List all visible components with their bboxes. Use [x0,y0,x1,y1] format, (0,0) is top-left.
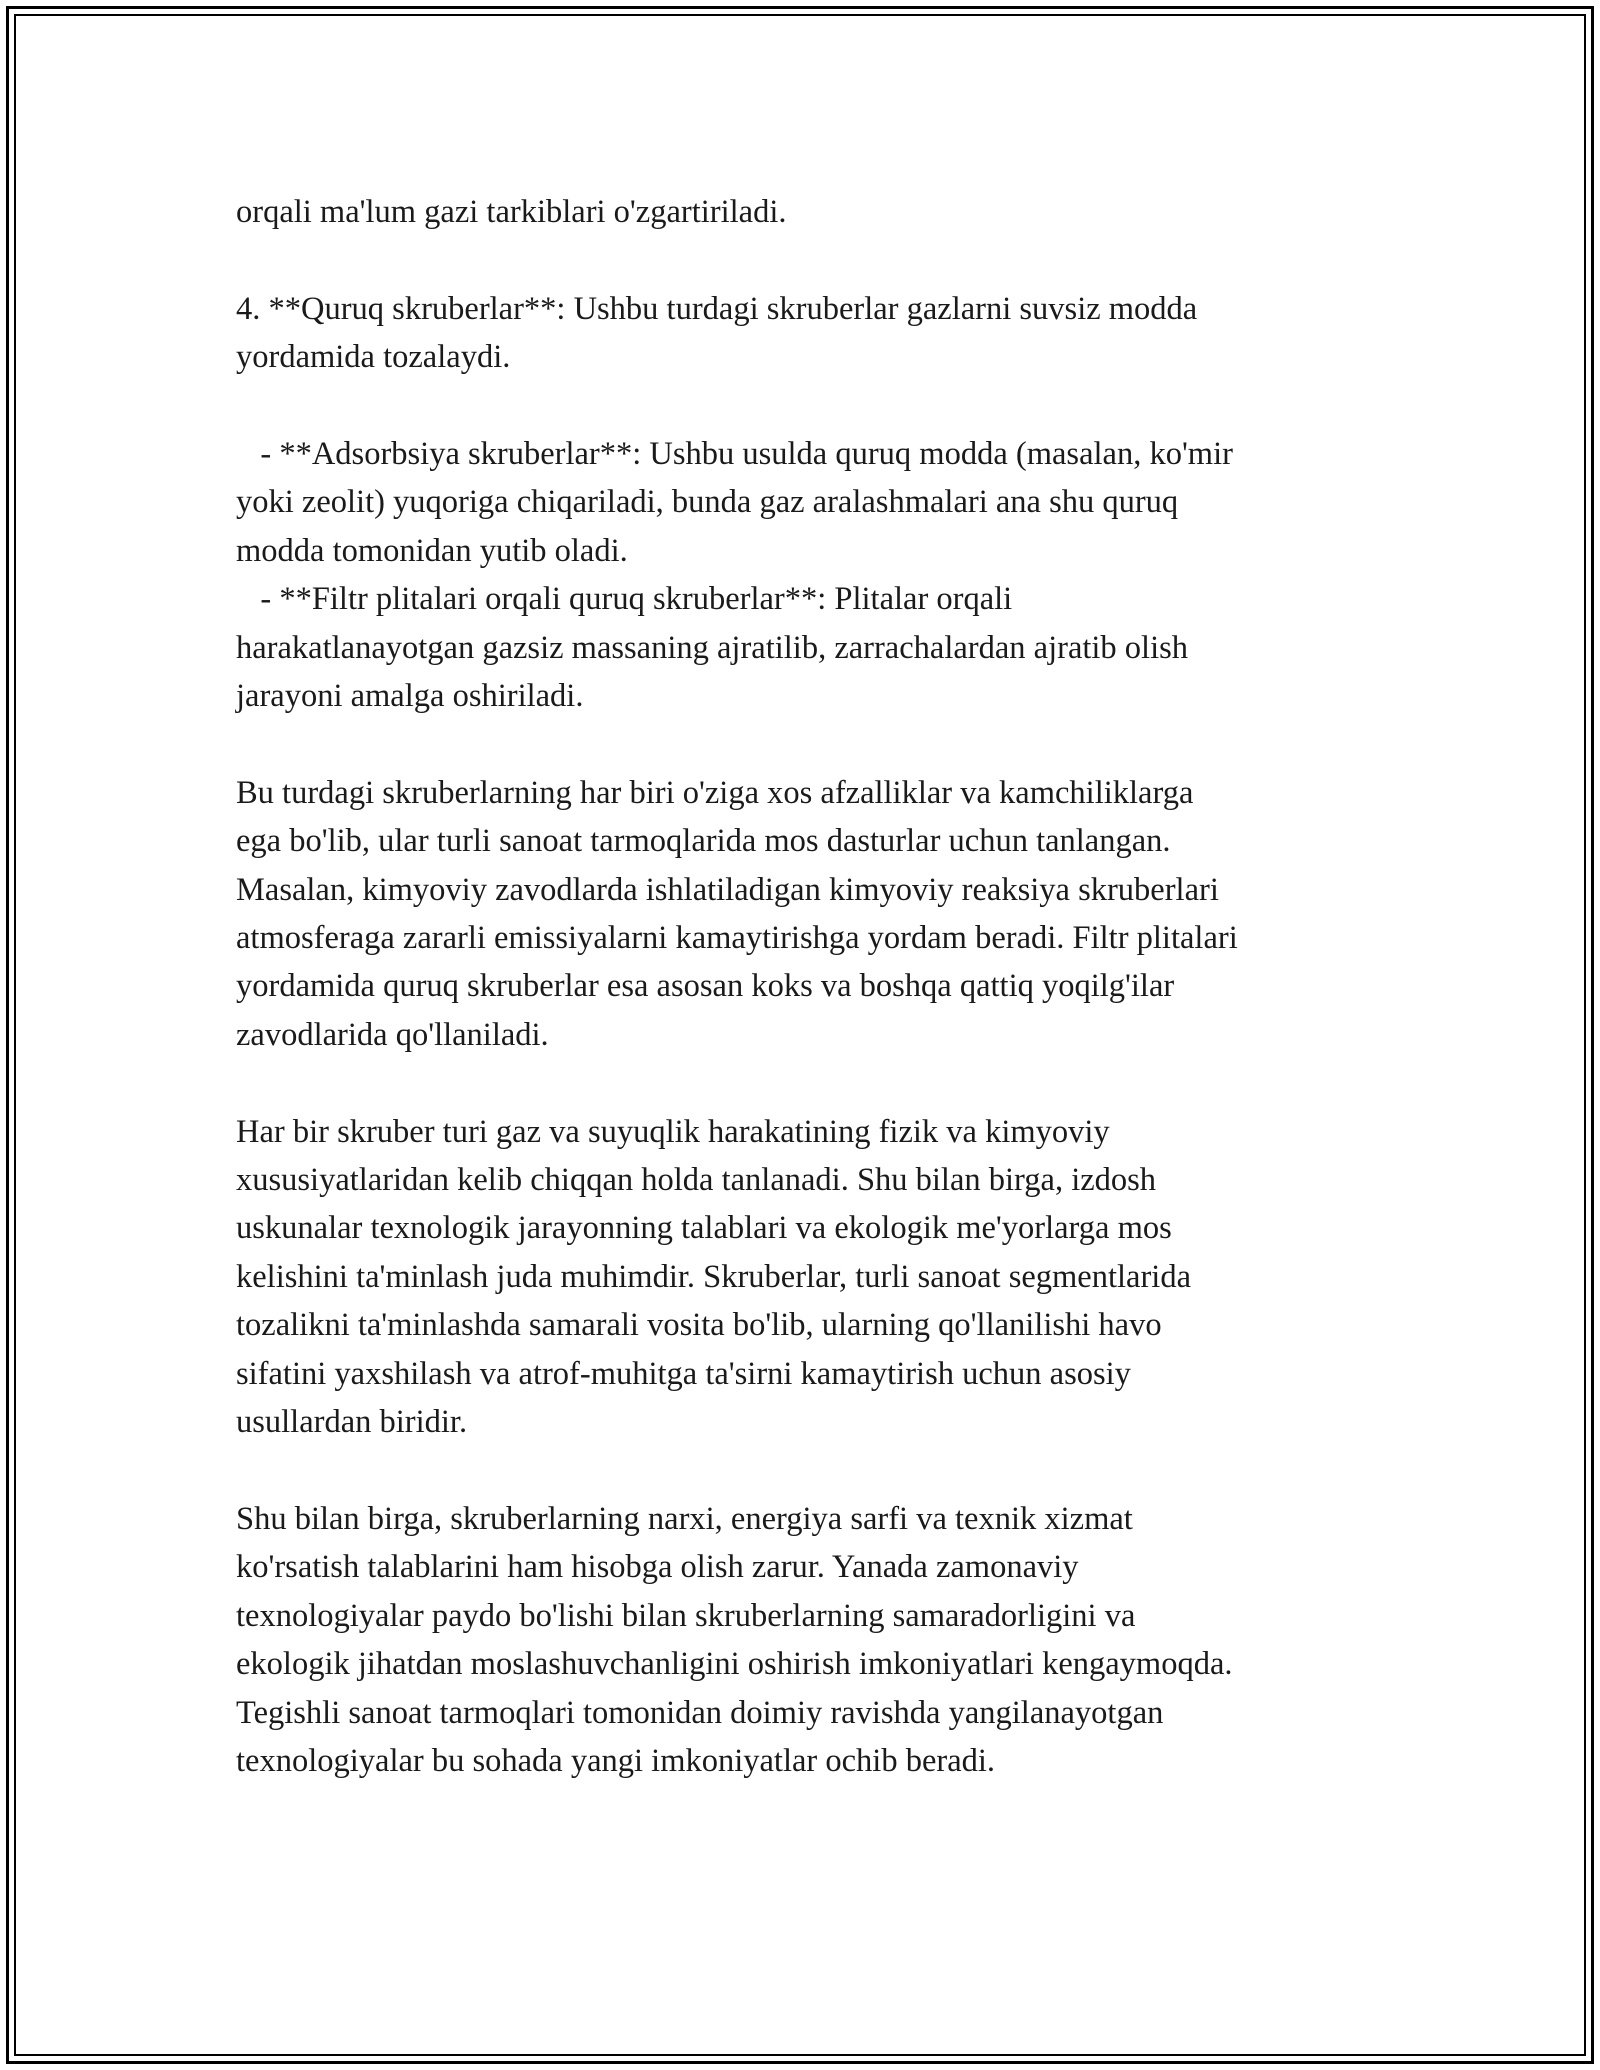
text-line: xususiyatlaridan kelib chiqqan holda tanlanadi. Shu bilan birga, izdosh [236,1162,1157,1199]
text-line: Bu turdagi skruberlarning har biri o'ziga xos afzalliklar va kamchiliklarga [236,774,1194,811]
blank-line [236,382,1386,430]
text-line: Tegishli sanoat tarmoqlari tomonidan doimiy ravishda yangilanayotgan [236,1694,1164,1731]
text-line: ega bo'lib, ular turli sanoat tarmoqlarida mos dasturlar uchun tanlangan. [236,823,1171,860]
blank-line [236,1447,1386,1495]
text-line: Har bir skruber turi gaz va suyuqlik harakatining fizik va kimyoviy [236,1113,1110,1150]
text-line: tozalikni ta'minlashda samarali vosita bo'lib, ularning qo'llanilishi havo [236,1307,1162,1344]
text-line: harakatlanayotgan gazsiz massaning ajratilib, zarrachalardan ajratib olish [236,629,1189,666]
blank-line [236,1059,1386,1107]
blank-line [236,720,1386,768]
text-line: ekologik jihatdan moslashuvchanligini oshirish imkoniyatlari kengaymoqda. [236,1646,1233,1683]
text-line: 4. **Quruq skruberlar**: Ushbu turdagi skruberlar gazlarni suvsiz modda [236,290,1198,327]
text-line: texnologiyalar bu sohada yangi imkoniyatlar ochib beradi. [236,1742,996,1779]
text-line: jarayoni amalga oshiriladi. [236,678,584,715]
text-line: yordamida tozalaydi. [236,339,511,376]
text-line: modda tomonidan yutib oladi. [236,532,628,569]
text-line: usullardan biridir. [236,1404,468,1441]
text-line: orqali ma'lum gazi tarkiblari o'zgartiriladi. [236,194,787,230]
blank-line [236,236,1386,284]
text-line: kelishini ta'minlash juda muhimdir. Skruberlar, turli sanoat segmentlarida [236,1258,1191,1295]
text-line: ko'rsatish talablarini ham hisobga olish zarur. Yanada zamonaviy [236,1549,1079,1586]
document-body [236,188,1386,1785]
text-line: uskunalar texnologik jarayonning talablari va ekologik me'yorlarga mos [236,1210,1172,1247]
text-line: - **Adsorbsiya skruberlar**: Ushbu usulda quruq modda (masalan, ko'mir [236,436,1233,472]
text-line: yordamida quruq skruberlar esa asosan koks va boshqa qattiq yoqilg'ilar [236,968,1175,1005]
text-line: atmosferaga zararli emissiyalarni kamaytirishga yordam beradi. Filtr plitalari [236,920,1238,957]
text-line: texnologiyalar paydo bo'lishi bilan skruberlarning samaradorligini va [236,1597,1136,1634]
text-line: Masalan, kimyoviy zavodlarda ishlatiladigan kimyoviy reaksiya skruberlari [236,871,1219,908]
text-line: sifatini yaxshilash va atrof-muhitga ta'sirni kamaytirish uchun asosiy [236,1355,1131,1392]
text-line: Shu bilan birga, skruberlarning narxi, energiya sarfi va texnik xizmat [236,1500,1133,1537]
text-line: yoki zeolit) yuqoriga chiqariladi, bunda gaz aralashmalari ana shu quruq [236,484,1179,521]
text-line: - **Filtr plitalari orqali quruq skruberlar**: Plitalar orqali [236,581,1013,618]
text-line: zavodlarida qo'llaniladi. [236,1016,549,1053]
